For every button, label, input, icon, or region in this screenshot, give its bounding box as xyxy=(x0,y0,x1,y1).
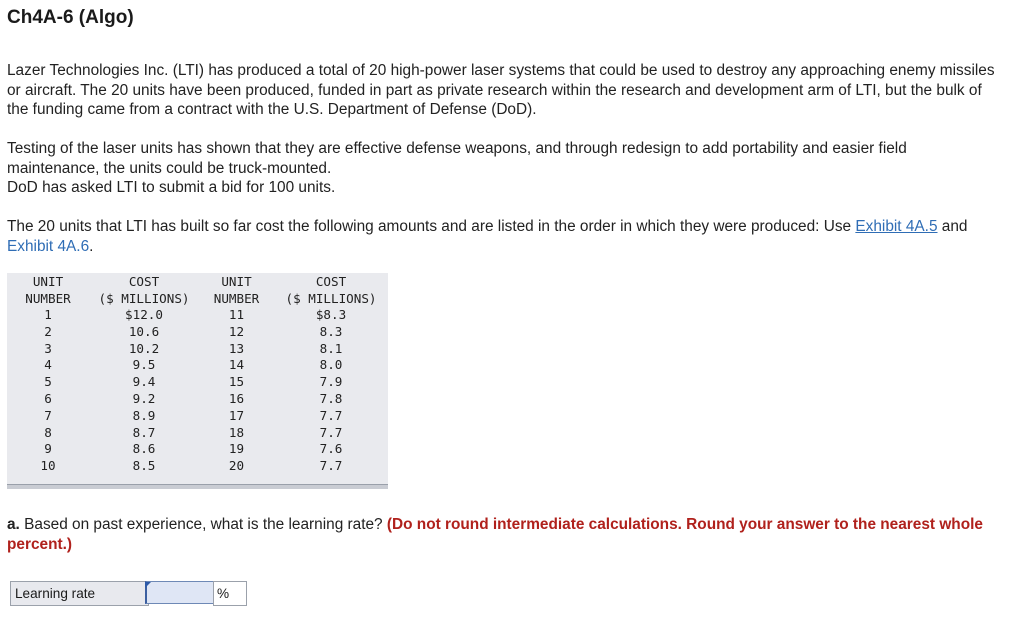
unit-number-cell: 20 xyxy=(228,458,245,474)
input-focus-marker-icon xyxy=(145,582,151,588)
table-row xyxy=(7,391,388,408)
exhibit-4a5-link[interactable]: Exhibit 4A.5 xyxy=(855,218,938,235)
unit-number-cell: 5 xyxy=(44,374,52,390)
unit-number-cell: 2 xyxy=(44,323,52,339)
cost-intro-paragraph xyxy=(7,217,997,256)
table-row xyxy=(7,458,388,475)
unit-cost-table-container xyxy=(7,273,388,489)
page-title: Ch4A-6 (Algo) xyxy=(7,7,134,28)
cost-cell: 7.7 xyxy=(319,407,343,423)
question-a xyxy=(7,515,1007,555)
cost-cell: 9.4 xyxy=(132,374,156,390)
cost-cell: 7.6 xyxy=(319,441,343,457)
unit-number-cell: 8 xyxy=(44,424,52,440)
header-cost-1-line1: COST xyxy=(128,273,160,289)
unit-cost-table xyxy=(7,273,388,475)
table-bottom-border xyxy=(7,484,388,489)
percent-unit-label: % xyxy=(213,581,247,606)
table-row xyxy=(7,408,388,425)
cost-cell: 8.1 xyxy=(319,340,343,356)
cost-cell: 9.2 xyxy=(132,390,156,406)
cost-cell: 8.7 xyxy=(132,424,156,440)
table-row xyxy=(7,441,388,458)
header-unit-number-1-line2: NUMBER xyxy=(25,290,71,306)
unit-number-cell: 11 xyxy=(228,307,245,322)
unit-number-cell: 18 xyxy=(228,424,245,440)
table-row xyxy=(7,341,388,358)
header-unit-number-2-line1: UNIT xyxy=(221,273,252,289)
cost-cell: 8.5 xyxy=(132,458,156,474)
header-cost-2-line1: COST xyxy=(315,273,347,289)
cost-cell: 7.9 xyxy=(319,374,343,390)
cost-cell: $12.0 xyxy=(125,307,163,322)
cost-cell: 8.6 xyxy=(132,441,156,457)
header-cost-1-line2: ($ MILLIONS) xyxy=(98,290,190,306)
unit-number-cell: 17 xyxy=(228,407,245,423)
header-unit-number-1-line1: UNIT xyxy=(32,273,64,289)
header-unit-number-2-line2: NUMBER xyxy=(213,290,260,306)
table-row xyxy=(7,324,388,341)
unit-number-cell: 13 xyxy=(228,340,245,356)
cost-cell: 7.8 xyxy=(319,390,343,406)
cost-intro-text: The 20 units that LTI has built so far cost the following amounts and are listed in the order in which they were produced: Use xyxy=(7,218,856,235)
unit-number-cell: 7 xyxy=(44,407,52,423)
cost-cell: 7.7 xyxy=(319,458,343,474)
unit-number-cell: 3 xyxy=(44,340,52,356)
unit-number-cell: 14 xyxy=(228,357,245,373)
cost-cell: 8.3 xyxy=(319,323,343,339)
testing-paragraph xyxy=(7,139,997,198)
header-cost-2-line2: ($ MILLIONS) xyxy=(285,290,377,306)
table-row xyxy=(7,425,388,442)
cost-cell: 8.0 xyxy=(319,357,343,373)
learning-rate-label: Learning rate xyxy=(10,581,149,606)
cost-cell: 8.9 xyxy=(132,407,156,423)
table-row xyxy=(7,357,388,374)
unit-number-cell: 4 xyxy=(44,357,52,373)
cost-intro-end: . xyxy=(89,237,94,255)
unit-number-cell: 12 xyxy=(228,323,245,339)
cost-intro-and: and xyxy=(937,218,968,235)
learning-rate-input[interactable] xyxy=(145,581,219,604)
unit-number-cell: 19 xyxy=(228,441,245,457)
unit-number-cell: 6 xyxy=(44,390,52,406)
unit-number-cell: 9 xyxy=(44,441,52,457)
unit-number-cell: 1 xyxy=(44,307,52,322)
table-row xyxy=(7,307,388,324)
cost-cell: 7.7 xyxy=(319,424,343,440)
cost-cell: $8.3 xyxy=(315,307,347,322)
intro-paragraph: Lazer Technologies Inc. (LTI) has produced a total of 20 high-power laser systems that could be used to destroy any approaching enemy missiles or aircraft. The 20 units have been produced, funded in part as private research within the research and development arm of LTI, but the bulk of the funding came from a contract with the U.S. Department of Defense (DoD). xyxy=(7,62,995,118)
question-part-label: a. xyxy=(7,516,20,533)
unit-number-cell: 10 xyxy=(40,458,56,474)
table-row xyxy=(7,374,388,391)
cost-cell: 9.5 xyxy=(132,357,156,373)
cost-cell: 10.6 xyxy=(128,323,160,339)
exhibit-4a6-link[interactable]: Exhibit 4A.6 xyxy=(7,237,90,255)
testing-text: Testing of the laser units has shown that they are effective defense weapons, and through redesign to add portability and easier field maintenance, the units could be truck-mounted. xyxy=(7,140,907,177)
question-text: Based on past experience, what is the learning rate? xyxy=(19,516,387,533)
unit-number-cell: 15 xyxy=(228,374,245,390)
rounding-instruction: (Do not round intermediate calculations. Round your answer to the nearest whole percent.) xyxy=(7,516,983,553)
unit-number-cell: 16 xyxy=(228,390,245,406)
cost-cell: 10.2 xyxy=(128,340,160,356)
bid-request-text: DoD has asked LTI to submit a bid for 100 units. xyxy=(7,179,336,196)
